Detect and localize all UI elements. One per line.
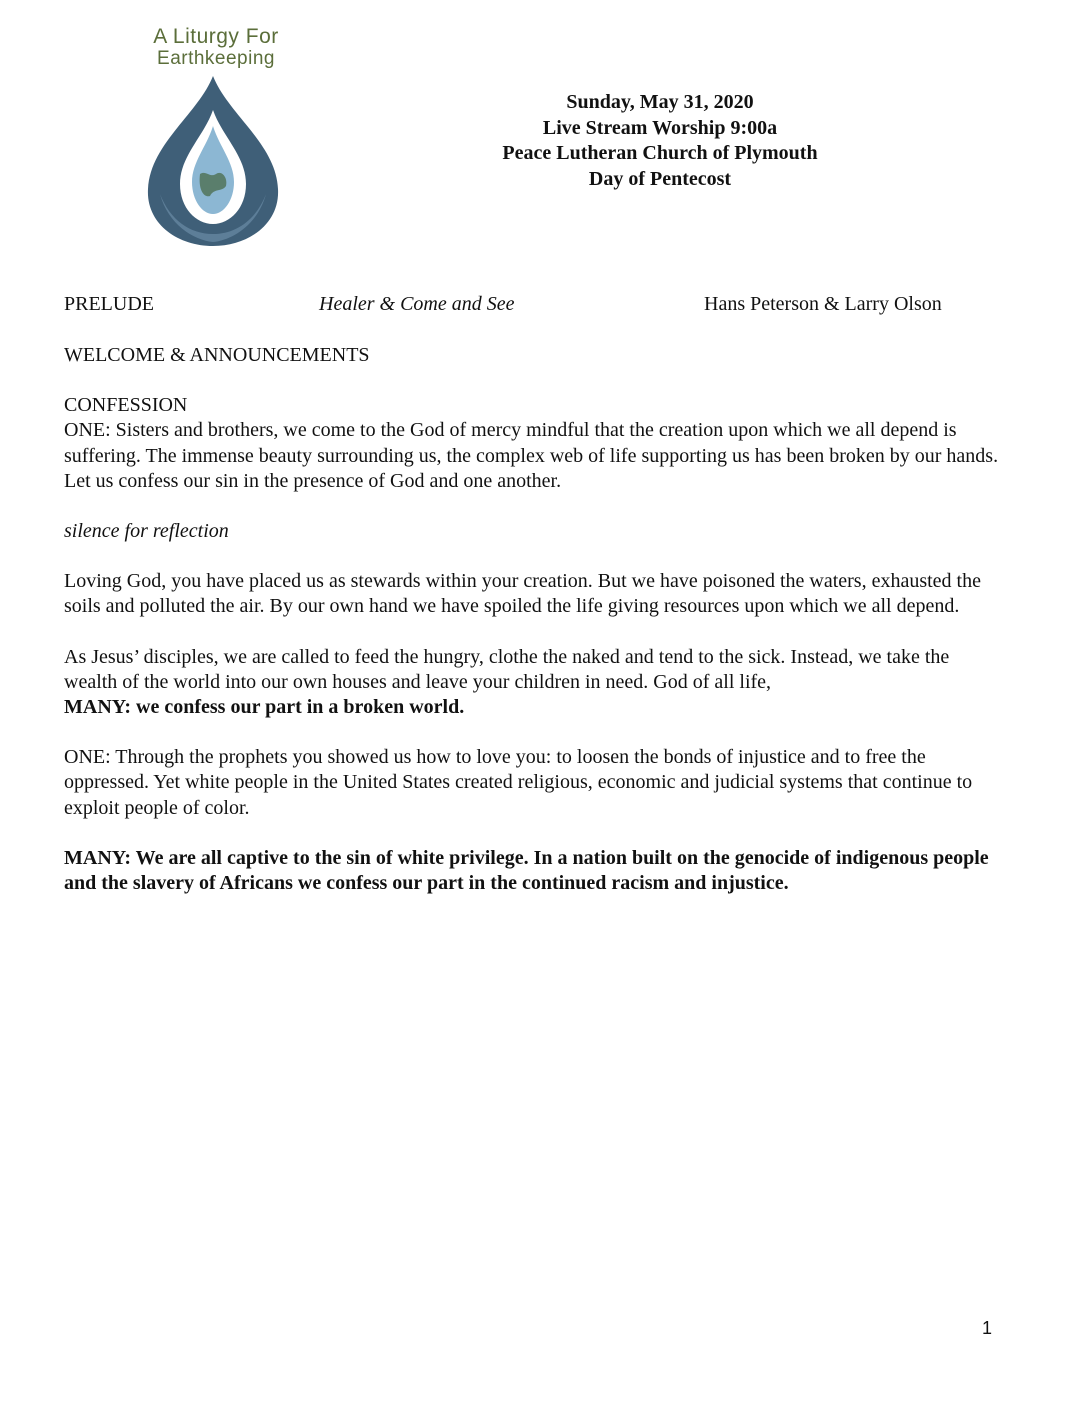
service-type: Live Stream Worship 9:00a <box>542 116 778 139</box>
prelude-performers: Hans Peterson & Larry Olson <box>704 293 942 315</box>
logo-title <box>118 26 314 70</box>
rubric-silence: silence for reflection <box>64 520 229 543</box>
page-number: 1 <box>982 1318 993 1338</box>
logo-title-line1: A Liturgy For <box>153 25 279 48</box>
confession-paragraph-disciples: As Jesus’ disciples, we are called to feed the hungry, clothe the naked and tend to the sick. Instead, we take the wealth of the world into our own houses and leave your children in need. God of all life, <box>64 645 950 693</box>
confession-paragraph-loving-god: Loving God, you have placed us as stewards within your creation. But we have poisoned the waters, exhausted the soils and polluted the air. By our own hand we have spoiled the life giving resources upon which we all depend. <box>64 570 981 618</box>
prelude-row <box>64 292 1004 318</box>
church-name: Peace Lutheran Church of Plymouth <box>502 142 818 164</box>
service-date: Sunday, May 31, 2020 <box>566 91 754 113</box>
liturgy-body <box>64 292 1004 896</box>
congregation-response-2: MANY: We are all captive to the sin of white privilege. In a nation built on the genocide of indigenous people and the slavery of Africans we confess our part in the continued racism and injustice. <box>64 846 989 895</box>
liturgical-day: Day of Pentecost <box>588 167 732 190</box>
leader-call-to-confession: ONE: Sisters and brothers, we come to the God of mercy mindful that the creation upon which we all depend is suffering. The immense beauty surrounding us, the complex web of life supporting us has been broken by our hands. Let us confess our sin in the presence of God and one another. <box>64 419 999 492</box>
prelude-title: Healer & Come and See <box>319 293 515 315</box>
logo-title-line2: Earthkeeping <box>157 48 275 69</box>
leader-prophets-paragraph: ONE: Through the prophets you showed us how to love you: to loosen the bonds of injustice and to free the oppressed. Yet white people in the United States created religious, economic and judicial systems that continue to exploit people of color. <box>64 746 973 819</box>
service-header <box>440 90 880 192</box>
logo <box>118 26 314 256</box>
welcome-heading: WELCOME & ANNOUNCEMENTS <box>64 344 370 366</box>
confession-heading: CONFESSION <box>64 394 188 417</box>
congregation-response-1: MANY: we confess our part in a broken world. <box>64 696 465 719</box>
prelude-label: PRELUDE <box>64 293 154 315</box>
water-drop-globe-icon <box>138 74 288 250</box>
